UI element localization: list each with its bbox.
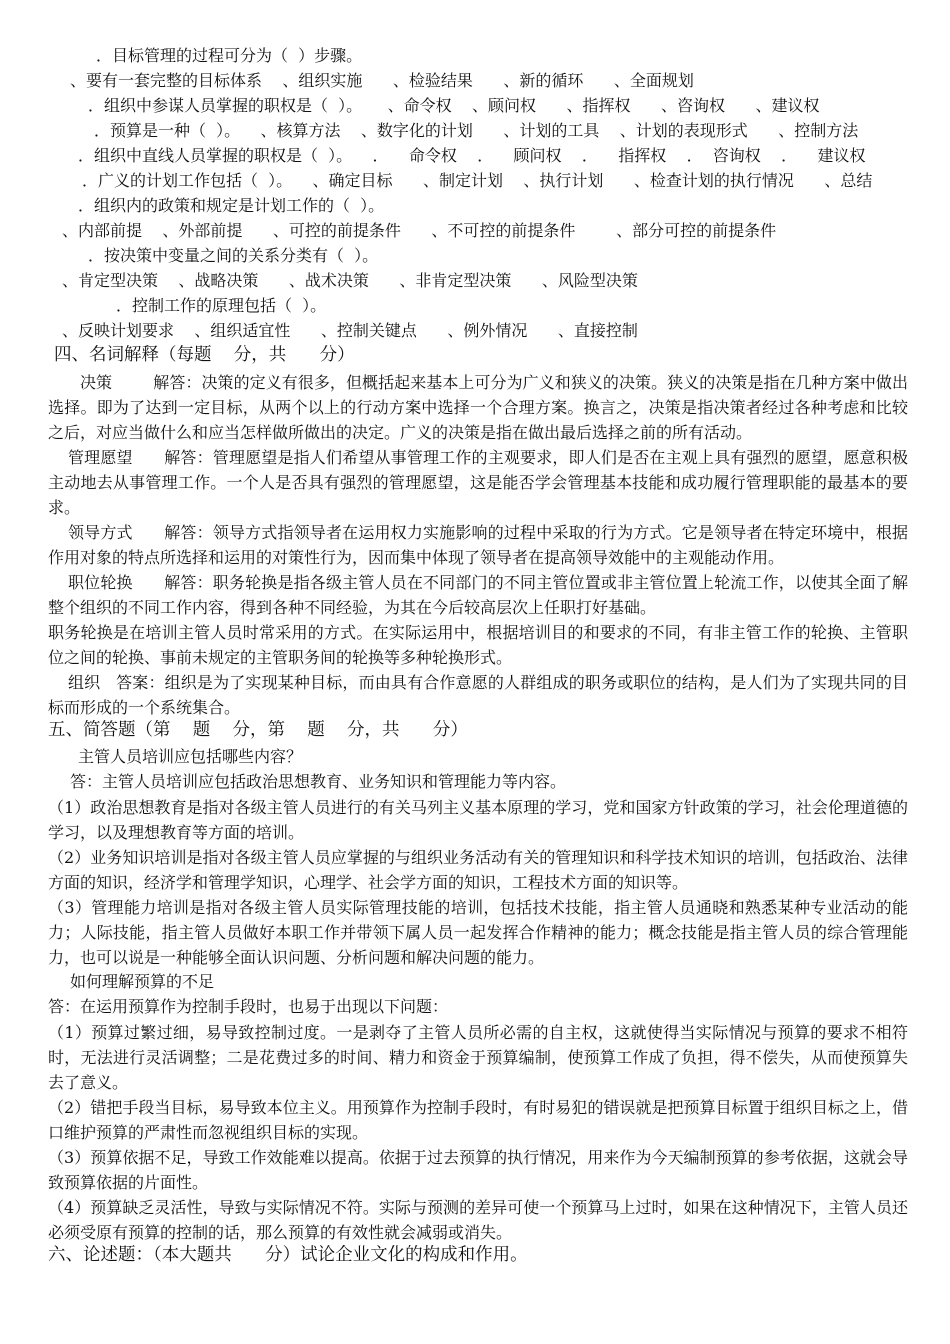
term-label: 决策	[80, 373, 113, 392]
mc-question-line: ．目标管理的过程可分为（ ）步骤。	[96, 46, 363, 65]
question-text: 主管人员培训应包括哪些内容？	[78, 747, 303, 766]
mc-question-line: ．广义的计划工作包括（ ）。 、确定目标 、制定计划 、执行计划 、检查计划的执行情况 、总结	[82, 171, 873, 190]
mc-question-line: ．控制工作的原理包括（ ）。	[116, 296, 327, 315]
term-label: 职位轮换	[68, 573, 133, 592]
section-heading: 六、论述题：（本大题共 分）试论企业文化的构成和作用。	[48, 1245, 528, 1265]
answer-intro: 答：主管人员培训应包括政治思想教育、业务知识和管理能力等内容。	[70, 772, 567, 791]
answer-point: （3）预算依据不足，导致工作效能难以提高。依据于过去预算的执行情况，用来作为今天编制预算的参考依据，这就会导致预算依据的片面性。	[48, 1148, 908, 1192]
definition-item	[48, 370, 908, 445]
mc-question-line: ．按决策中变量之间的关系分类有（ ）。	[88, 246, 379, 265]
mc-question-line: ．组织中直线人员掌握的职权是（ ）。 ． 命令权 ． 顾问权 ． 指挥权 ． 咨询权 ． 建议权	[78, 146, 866, 165]
term-label: 管理愿望	[68, 448, 133, 467]
definition-text: 解答：决策的定义有很多，但概括起来基本上可分为广义和狭义的决策。狭义的决策是指在几种方案中做出选择。即为了达到一定目标，从两个以上的行动方案中选择一个合理方案。换言之，决策是指决策者经过各种考虑和比较之后，对应当做什么和应当怎样做所做出的决定。广义的决策是指在做出最后选择之前的所有活动。	[48, 373, 908, 442]
mc-question-line: ．预算是一种（ ）。 、核算方法 、数字化的计划 、计划的工具 、计划的表现形式 、控制方法	[94, 121, 859, 140]
answer-point: （3）管理能力培训是指对各级主管人员实际管理技能的培训，包括技术技能，指主管人员通晓和熟悉某种专业活动的能力；人际技能，指主管人员做好本职工作并带领下属人员一起发挥合作精神的能力；概念技能是指主管人员的综合管理能力，也可以说是一种能够全面认识问题、分析问题和解决问题的能力。	[48, 898, 908, 967]
mc-options-line: 、肯定型决策 、战略决策 、战术决策 、非肯定型决策 、风险型决策	[62, 271, 638, 290]
mc-question-line: ．组织中参谋人员掌握的职权是（ ）。 、命令权 、顾问权 、指挥权 、咨询权 、建议权	[88, 96, 820, 115]
answer-point: （1）政治思想教育是指对各级主管人员进行的有关马列主义基本原理的学习，党和国家方针政策的学习，社会伦理道德的学习，以及理想教育等方面的培训。	[48, 798, 908, 842]
definition-text: 职务轮换是在培训主管人员时常采用的方式。在实际运用中，根据培训目的和要求的不同，有非主管工作的轮换、主管职位之间的轮换、事前未规定的主管职务间的轮换等多种轮换形式。	[48, 623, 908, 667]
answer-point: （1）预算过繁过细，易导致控制过度。一是剥夺了主管人员所必需的自主权，这就使得当实际情况与预算的要求不相符时，无法进行灵活调整；二是花费过多的时间、精力和资金于预算编制，使预算工作成了负担，得不偿失，从而使预算失去了意义。	[48, 1023, 908, 1092]
term-label: 领导方式	[68, 523, 133, 542]
mc-options-line: 、反映计划要求 、组织适宜性 、控制关键点 、例外情况 、直接控制	[62, 321, 638, 340]
definition-text: 解答：职务轮换是指各级主管人员在不同部门的不同主管位置或非主管位置上轮流工作，以使其全面了解整个组织的不同工作内容，得到各种不同经验，为其在今后较高层次上任职打好基础。	[48, 573, 908, 617]
question-text: 如何理解预算的不足	[70, 972, 215, 991]
mc-options-line: 、内部前提 、外部前提 、可控的前提条件 、不可控的前提条件 、部分可控的前提条件	[62, 221, 777, 240]
answer-point: （4）预算缺乏灵活性，导致与实际情况不符。实际与预测的差异可使一个预算马上过时，如果在这种情况下，主管人员还必须受原有预算的控制的话，那么预算的有效性就会减弱或消失。	[48, 1198, 908, 1242]
term-label: 组织	[68, 673, 101, 692]
definition-item	[48, 670, 908, 720]
definition-continuation	[48, 620, 908, 670]
definition-item	[48, 570, 908, 620]
definition-text: 解答：领导方式指领导者在运用权力实施影响的过程中采取的行为方式。它是领导者在特定环境中，根据作用对象的特点所选择和运用的对策性行为，因而集中体现了领导者在提高领导效能中的主观能动作用。	[48, 523, 908, 567]
mc-options-line: 、要有一套完整的目标体系 、组织实施 、检验结果 、新的循环 、全面规划	[70, 71, 694, 90]
section-heading: 五、简答题（第 题 分，第 题 分，共 分）	[48, 720, 468, 740]
answer-point: （2）业务知识培训是指对各级主管人员应掌握的与组织业务活动有关的管理知识和科学技术知识的培训，包括政治、法律方面的知识，经济学和管理学知识，心理学、社会学方面的知识，工程技术方面的知识等。	[48, 848, 908, 892]
answer-point: （2）错把手段当目标，易导致本位主义。用预算作为控制手段时，有时易犯的错误就是把预算目标置于组织目标之上，借口维护预算的严肃性而忽视组织目标的实现。	[48, 1098, 908, 1142]
answer-intro: 答：在运用预算作为控制手段时，也易于出现以下问题：	[48, 997, 449, 1016]
section-heading: 四、名词解释（每题 分，共 分）	[54, 345, 355, 365]
definition-item	[48, 445, 908, 520]
mc-question-line: ．组织内的政策和规定是计划工作的（ ）。	[78, 196, 385, 215]
definition-text: 答案：组织是为了实现某种目标，而由具有合作意愿的人群组成的职务或职位的结构，是人们为了实现共同的目标而形成的一个系统集合。	[48, 673, 908, 717]
definition-item	[48, 520, 908, 570]
definition-text: 解答：管理愿望是指人们希望从事管理工作的主观要求，即人们是否在主观上具有强烈的愿望，愿意积极主动地去从事管理工作。一个人是否具有强烈的管理愿望，这是能否学会管理基本技能和成功履行管理职能的最基本的要求。	[48, 448, 908, 517]
